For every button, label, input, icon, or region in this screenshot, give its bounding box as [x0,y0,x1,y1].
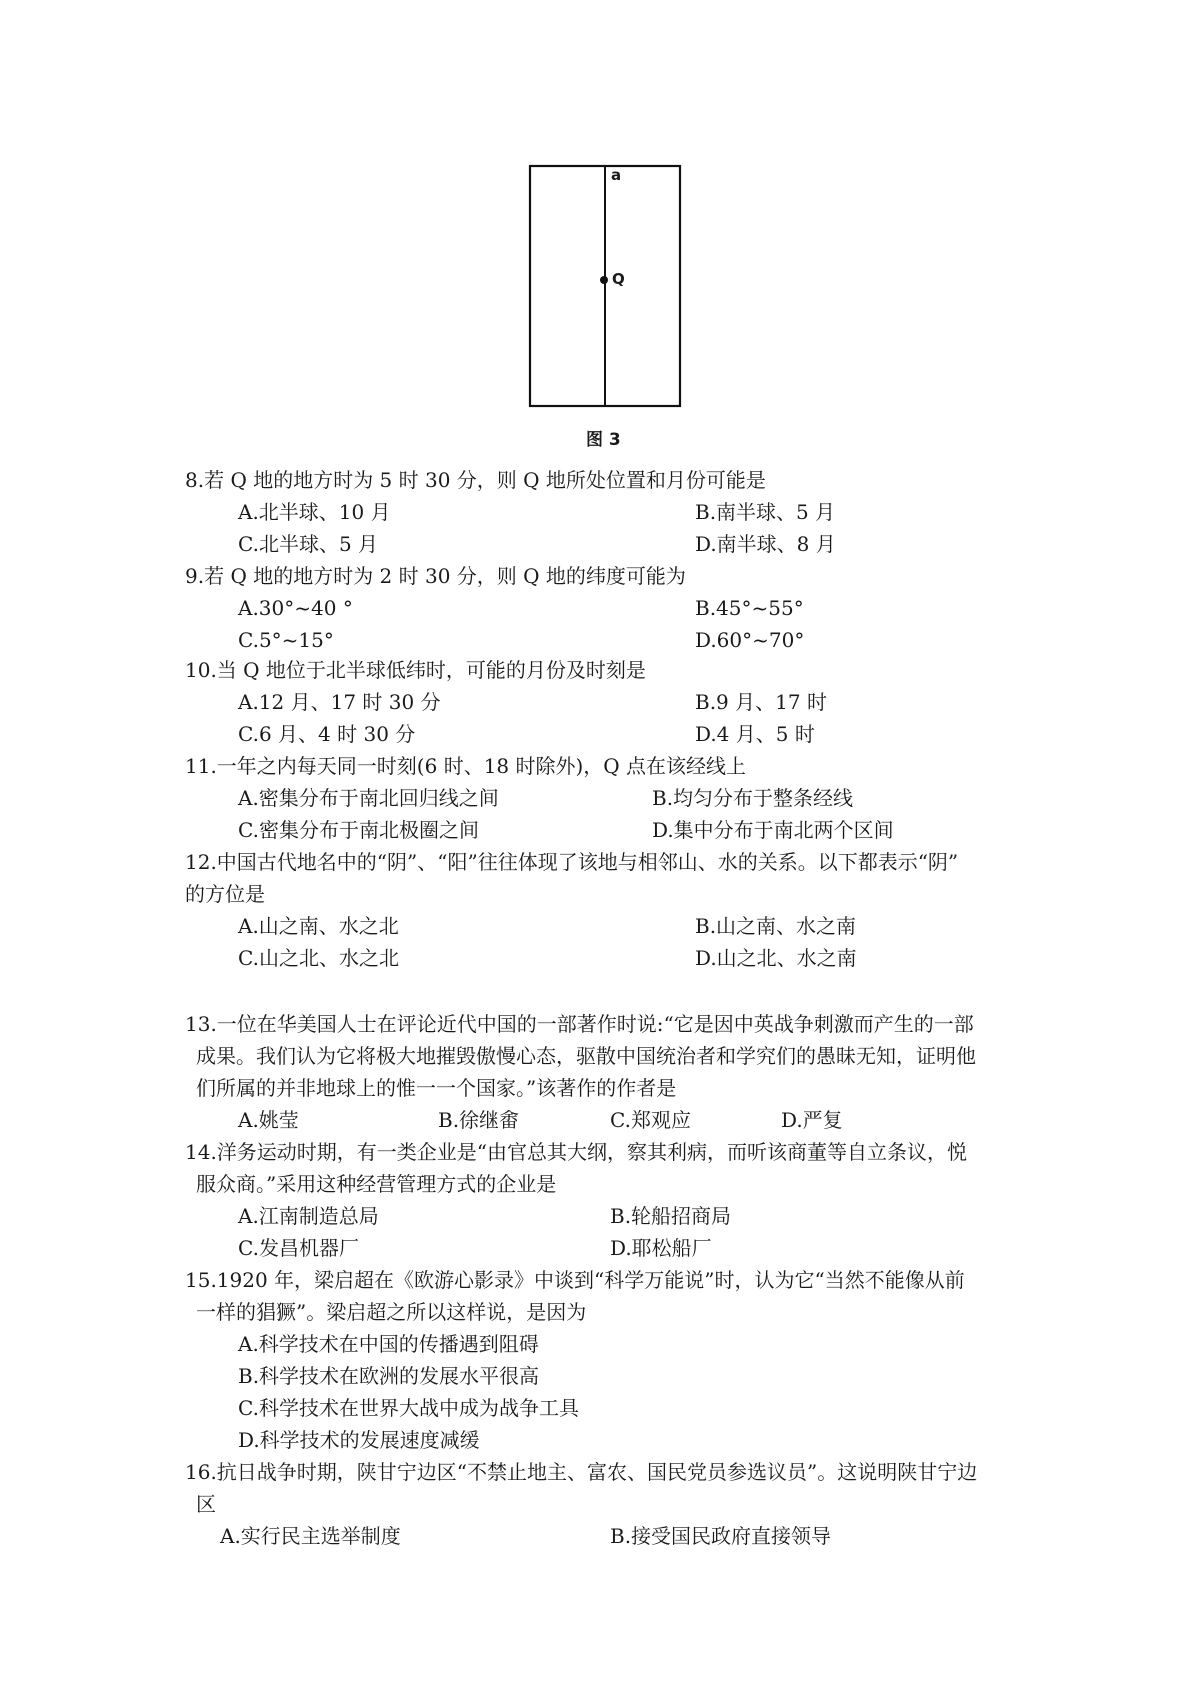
q12-option-b: B.山之南、水之南 [695,914,857,938]
q15-stem-line2: 一样的猖獗”。梁启超之所以这样说，是因为 [196,1300,587,1324]
q9-option-c: C.5°~15° [238,628,334,652]
q13-stem-line2: 成果。我们认为它将极大地摧毁傲慢心态，驱散中国统治者和学究们的愚昧无知，证明他 [196,1044,976,1068]
q14-option-a: A.江南制造总局 [238,1204,379,1228]
q12-stem-line2: 的方位是 [185,882,265,906]
q14-option-d: D.耶松船厂 [610,1236,712,1260]
q15-option-c: C.科学技术在世界大战中成为战争工具 [238,1396,579,1420]
q11-stem: 11.一年之内每天同一时刻(6 时、18 时除外)，Q 点在该经线上 [185,754,747,778]
q10-stem: 10.当 Q 地位于北半球低纬时，可能的月份及时刻是 [185,658,646,682]
q11-option-a: A.密集分布于南北回归线之间 [238,786,499,810]
q15-stem-line1: 15.1920 年，梁启超在《欧游心影录》中谈到“科学万能说”时，认为它“当然不能像从前 [185,1268,965,1292]
q13-option-b: B.徐继畬 [438,1108,520,1132]
q14-option-b: B.轮船招商局 [610,1204,732,1228]
q12-option-d: D.山之北、水之南 [695,946,857,970]
q8-option-d: D.南半球、8 月 [695,532,836,556]
q16-stem-line2: 区 [196,1492,216,1516]
q11-option-b: B.均匀分布于整条经线 [652,786,854,810]
q9-stem: 9.若 Q 地的地方时为 2 时 30 分，则 Q 地的纬度可能为 [185,564,686,588]
q8-option-a: A.北半球、10 月 [238,500,391,524]
q8-option-c: C.北半球、5 月 [238,532,379,556]
q13-option-a: A.姚莹 [238,1108,299,1132]
q11-option-c: C.密集分布于南北极圈之间 [238,818,479,842]
point-q-marker [600,276,608,284]
q10-option-d: D.4 月、5 时 [695,722,815,746]
q11-option-d: D.集中分布于南北两个区间 [652,818,894,842]
label-q: Q [612,270,625,288]
q16-stem-line1: 16.抗日战争时期，陕甘宁边区“不禁止地主、富农、国民党员参选议员”。这说明陕甘宁边 [185,1460,978,1484]
label-a: a [611,166,622,184]
q8-option-b: B.南半球、5 月 [695,500,836,524]
q13-option-c: C.郑观应 [610,1108,691,1132]
meridian-diagram [520,160,690,412]
q14-stem-line1: 14.洋务运动时期，有一类企业是“由官总其大纲，察其利病，而听该商董等自立条议，悦 [185,1140,968,1164]
q16-option-b: B.接受国民政府直接领导 [610,1524,832,1548]
q13-option-d: D.严复 [781,1108,843,1132]
figure-caption: 图 3 [586,430,621,450]
q15-option-b: B.科学技术在欧洲的发展水平很高 [238,1364,540,1388]
q10-option-a: A.12 月、17 时 30 分 [238,690,441,714]
q8-stem: 8.若 Q 地的地方时为 5 时 30 分，则 Q 地所处位置和月份可能是 [185,468,766,492]
q14-option-c: C.发昌机器厂 [238,1236,359,1260]
q12-option-a: A.山之南、水之北 [238,914,399,938]
q12-option-c: C.山之北、水之北 [238,946,399,970]
q16-option-a: A.实行民主选举制度 [220,1524,401,1548]
q12-stem-line1: 12.中国古代地名中的“阴”、“阳”往往体现了该地与相邻山、水的关系。以下都表示“阴” [185,850,959,874]
q9-option-d: D.60°~70° [695,628,805,652]
q13-stem-line1: 13.一位在华美国人士在评论近代中国的一部著作时说:“它是因中英战争刺激而产生的一部 [185,1012,974,1036]
q9-option-b: B.45°~55° [695,596,804,620]
figure-3-diagram [520,160,690,412]
q10-option-b: B.9 月、17 时 [695,690,827,714]
q15-option-a: A.科学技术在中国的传播遇到阻碍 [238,1332,539,1356]
q13-stem-line3: 们所属的并非地球上的惟一一个国家。”该著作的作者是 [196,1076,677,1100]
q10-option-c: C.6 月、4 时 30 分 [238,722,416,746]
q14-stem-line2: 服众商。”采用这种经营管理方式的企业是 [196,1172,557,1196]
q15-option-d: D.科学技术的发展速度减缓 [238,1428,480,1452]
q9-option-a: A.30°~40 ° [238,596,353,620]
